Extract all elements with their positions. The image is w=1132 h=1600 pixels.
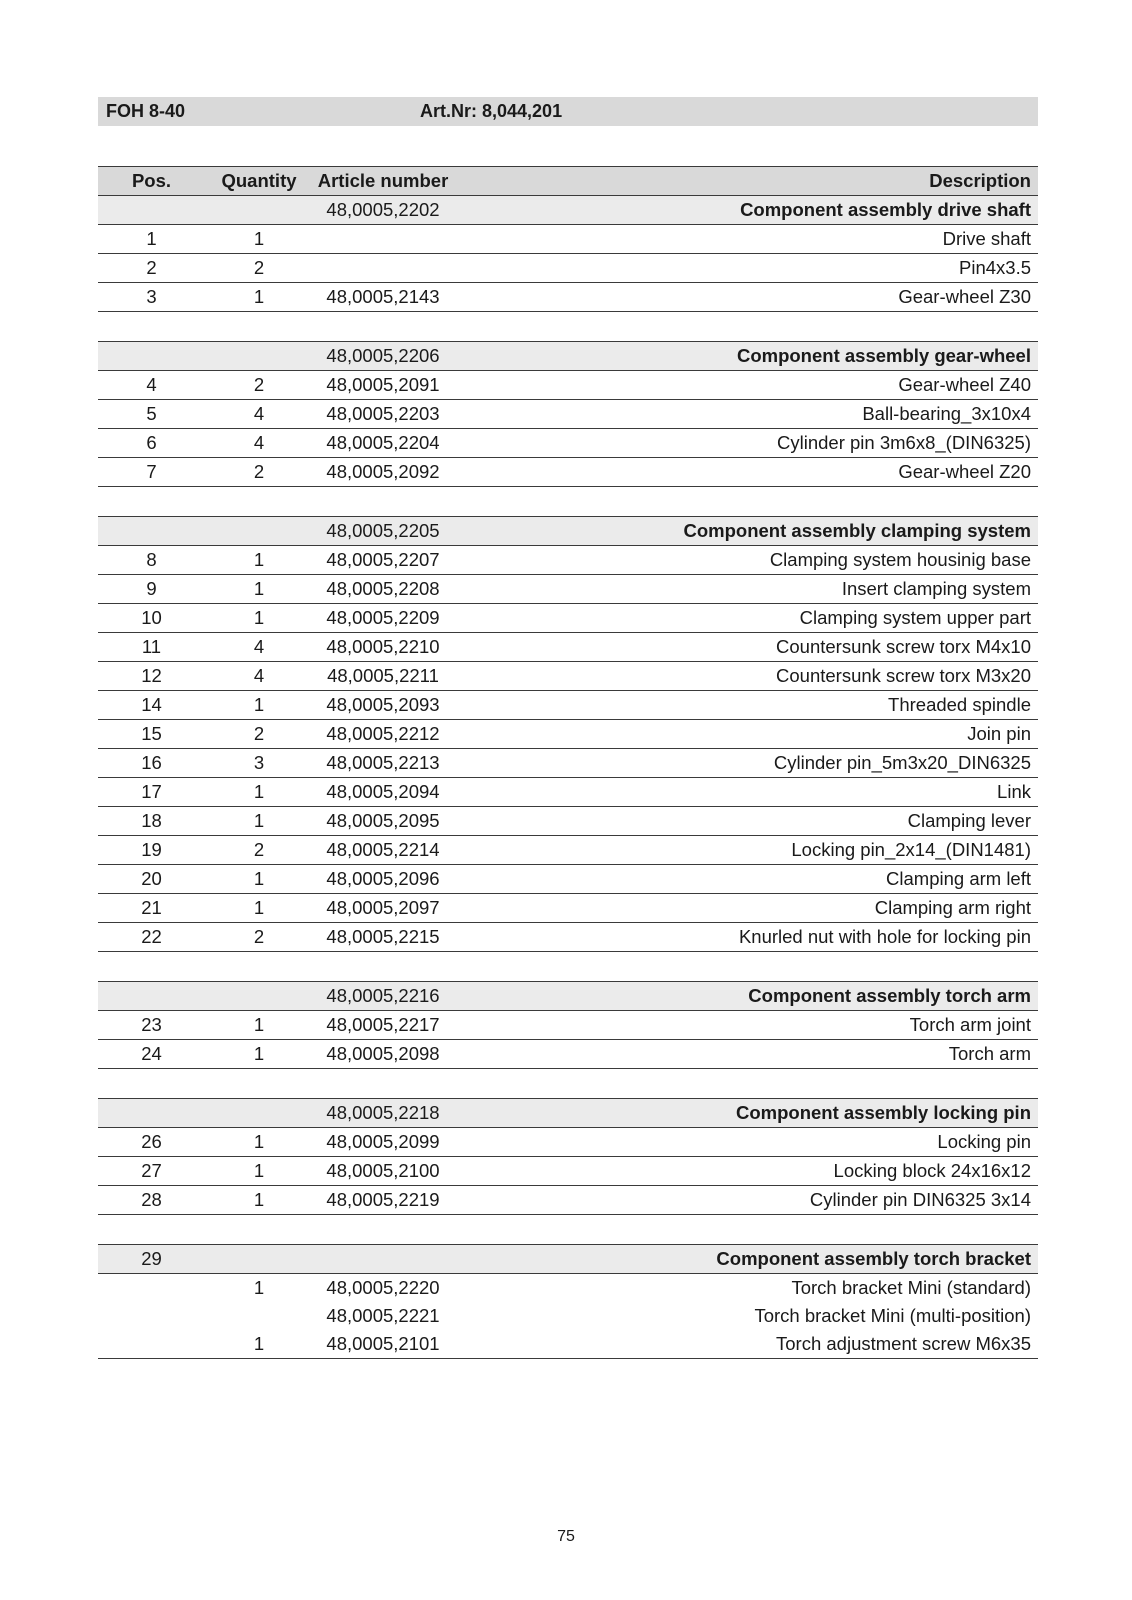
group-title: Component assembly torch arm (453, 982, 1038, 1011)
quantity-cell: 2 (205, 371, 313, 400)
quantity-cell: 1 (205, 225, 313, 254)
article-number-cell: 48,0005,2093 (313, 691, 453, 720)
article-number-cell: 48,0005,2204 (313, 429, 453, 458)
pos-cell: 28 (98, 1186, 205, 1215)
pos-cell: 6 (98, 429, 205, 458)
group-title: Component assembly gear-wheel (453, 342, 1038, 371)
table-row (98, 749, 1038, 778)
group-spacer (98, 1069, 1038, 1099)
quantity-cell: 1 (205, 1040, 313, 1069)
group-article-number: 48,0005,2216 (313, 982, 453, 1011)
assembly-group-row (98, 342, 1038, 371)
model-name: FOH 8-40 (106, 101, 186, 121)
quantity-cell: 1 (205, 1157, 313, 1186)
table-row (98, 633, 1038, 662)
table-row (98, 836, 1038, 865)
group-pos: 29 (98, 1245, 205, 1274)
description-cell: Torch bracket Mini (multi-position) (754, 1305, 1031, 1326)
article-number-cell: 48,0005,2092 (313, 458, 453, 487)
spacer-cell (98, 1215, 1038, 1245)
article-number-cell: 48,0005,2208 (313, 575, 453, 604)
description-cell: Ball-bearing_3x10x4 (453, 400, 1038, 429)
description-cell: Torch arm (453, 1040, 1038, 1069)
pos-cell (98, 1274, 205, 1303)
table-row (98, 865, 1038, 894)
table-header-row (98, 167, 1038, 196)
pos-cell: 21 (98, 894, 205, 923)
quantity-cell: 1 (205, 1330, 313, 1359)
table-row (98, 1011, 1038, 1040)
group-pos (98, 517, 205, 546)
group-spacer (98, 952, 1038, 982)
article-number-cell: 48,0005,2211 (313, 662, 453, 691)
description-cell: Countersunk screw torx M3x20 (453, 662, 1038, 691)
table-row (98, 283, 1038, 312)
table-row (98, 429, 1038, 458)
description-cell: Torch adjustment screw M6x35 (453, 1330, 1038, 1359)
group-pos (98, 196, 205, 225)
column-header-article-number: Article number (313, 167, 453, 196)
group-quantity-empty (205, 982, 313, 1011)
column-header-description: Description (453, 167, 1038, 196)
quantity-cell: 1 (205, 1128, 313, 1157)
group-quantity-empty (205, 342, 313, 371)
spacer-cell (98, 312, 1038, 342)
quantity-cell: 2 (205, 720, 313, 749)
quantity-cell: 1 (205, 894, 313, 923)
spacer-cell (98, 487, 1038, 517)
table-row (98, 254, 1038, 283)
group-title: Component assembly locking pin (453, 1099, 1038, 1128)
article-number-cell: 48,0005,2091 (313, 371, 453, 400)
quantity-cell: 2 (205, 923, 313, 952)
quantity-cell: 1 (205, 807, 313, 836)
article-number-cell: 48,0005,2095 (313, 807, 453, 836)
group-spacer (98, 1215, 1038, 1245)
group-pos (98, 1099, 205, 1128)
group-pos (98, 342, 205, 371)
group-article-number: 48,0005,2206 (313, 342, 453, 371)
quantity-cell: 1 (253, 1277, 265, 1298)
quantity-cell: 3 (205, 749, 313, 778)
description-cell: Clamping lever (453, 807, 1038, 836)
pos-cell: 16 (98, 749, 205, 778)
assembly-group-row (98, 517, 1038, 546)
article-number-cell (313, 225, 453, 254)
pos-cell: 1 (98, 225, 205, 254)
pos-cell (98, 1302, 205, 1330)
spacer-cell (98, 1069, 1038, 1099)
quantity-cell: 4 (205, 429, 313, 458)
group-spacer (98, 487, 1038, 517)
group-article-number: 48,0005,2205 (313, 517, 453, 546)
group-quantity-empty (205, 196, 313, 225)
quantity-cell: 1 (205, 604, 313, 633)
description-cell: Cylinder pin DIN6325 3x14 (453, 1186, 1038, 1215)
assembly-group-row (98, 982, 1038, 1011)
pos-cell: 18 (98, 807, 205, 836)
group-article-number: 48,0005,2218 (313, 1099, 453, 1128)
column-header-pos: Pos. (98, 167, 205, 196)
table-row (98, 662, 1038, 691)
quantity-cell: 1 (205, 283, 313, 312)
description-cell: Join pin (453, 720, 1038, 749)
table-row (98, 778, 1038, 807)
description-cell: Torch bracket Mini (standard) (791, 1277, 1031, 1298)
pos-cell: 20 (98, 865, 205, 894)
article-number-cell: 48,0005,2219 (313, 1186, 453, 1215)
article-number-cell: 48,0005,2220 (326, 1277, 440, 1298)
pos-cell: 5 (98, 400, 205, 429)
quantity-cell (205, 1302, 313, 1330)
description-cell: Clamping arm right (453, 894, 1038, 923)
quantity-cell: 1 (205, 1011, 313, 1040)
quantity-cell: 2 (205, 254, 313, 283)
article-number-cell: 48,0005,2097 (313, 894, 453, 923)
pos-cell: 2 (98, 254, 205, 283)
article-number-cell: 48,0005,2101 (313, 1330, 453, 1359)
pos-cell: 27 (98, 1157, 205, 1186)
table-row (98, 720, 1038, 749)
description-cell: Clamping arm left (453, 865, 1038, 894)
pos-cell: 19 (98, 836, 205, 865)
assembly-group-row (98, 1245, 1038, 1274)
group-quantity-empty (205, 1245, 313, 1274)
group-quantity-empty (205, 1099, 313, 1128)
quantity-cell: 4 (205, 400, 313, 429)
quantity-cell: 2 (205, 836, 313, 865)
description-cell: Knurled nut with hole for locking pin (453, 923, 1038, 952)
quantity-cell: 1 (205, 778, 313, 807)
table-row (98, 458, 1038, 487)
article-number-cell: 48,0005,2143 (313, 283, 453, 312)
pos-cell: 7 (98, 458, 205, 487)
group-spacer (98, 312, 1038, 342)
table-row (98, 371, 1038, 400)
description-cell: Insert clamping system (453, 575, 1038, 604)
description-cell: Gear-wheel Z40 (453, 371, 1038, 400)
pos-cell: 12 (98, 662, 205, 691)
quantity-cell: 1 (205, 691, 313, 720)
pos-cell: 3 (98, 283, 205, 312)
quantity-cell: 1 (205, 546, 313, 575)
article-number-cell: 48,0005,2094 (313, 778, 453, 807)
article-number-cell: 48,0005,2221 (326, 1305, 440, 1326)
assembly-group-row (98, 1099, 1038, 1128)
description-cell: Clamping system upper part (453, 604, 1038, 633)
pos-cell: 17 (98, 778, 205, 807)
parts-table (98, 166, 1038, 1359)
quantity-cell: 1 (205, 1186, 313, 1215)
group-title: Component assembly torch bracket (453, 1245, 1038, 1274)
assembly-group-row (98, 196, 1038, 225)
article-number-cell: 48,0005,2099 (313, 1128, 453, 1157)
pos-cell: 24 (98, 1040, 205, 1069)
parts-table-body (98, 196, 1038, 1359)
table-row (98, 807, 1038, 836)
group-article-number (313, 1245, 453, 1274)
pos-cell: 15 (98, 720, 205, 749)
spacer-cell (98, 952, 1038, 982)
table-row (98, 604, 1038, 633)
quantity-cell: 1 (205, 865, 313, 894)
description-cell: Gear-wheel Z30 (453, 283, 1038, 312)
group-pos (98, 982, 205, 1011)
article-number-cell: 48,0005,2213 (313, 749, 453, 778)
table-row (98, 691, 1038, 720)
article-number-cell: 48,0005,2217 (313, 1011, 453, 1040)
article-number-cell (313, 254, 453, 283)
description-cell: Link (453, 778, 1038, 807)
group-title: Component assembly clamping system (453, 517, 1038, 546)
pos-cell: 8 (98, 546, 205, 575)
quantity-cell: 4 (205, 662, 313, 691)
article-number-cell: 48,0005,2096 (313, 865, 453, 894)
table-row (98, 400, 1038, 429)
quantity-cell: 4 (205, 633, 313, 662)
table-row (98, 1157, 1038, 1186)
table-row (98, 546, 1038, 575)
description-cell: Torch arm joint (453, 1011, 1038, 1040)
table-row (98, 894, 1038, 923)
table-row (98, 1186, 1038, 1215)
description-cell: Threaded spindle (453, 691, 1038, 720)
quantity-cell: 2 (205, 458, 313, 487)
description-cell: Drive shaft (453, 225, 1038, 254)
table-row (98, 575, 1038, 604)
pos-cell: 23 (98, 1011, 205, 1040)
description-cell: Pin4x3.5 (453, 254, 1038, 283)
description-cell: Locking pin_2x14_(DIN1481) (453, 836, 1038, 865)
table-row (98, 1274, 1038, 1303)
pos-cell: 11 (98, 633, 205, 662)
article-number-cell: 48,0005,2214 (313, 836, 453, 865)
article-number-cell: 48,0005,2203 (313, 400, 453, 429)
article-number-cell: 48,0005,2100 (313, 1157, 453, 1186)
table-row (98, 1302, 1038, 1330)
description-cell: Clamping system housinig base (453, 546, 1038, 575)
description-cell: Gear-wheel Z20 (453, 458, 1038, 487)
table-row (98, 923, 1038, 952)
description-cell: Cylinder pin_5m3x20_DIN6325 (453, 749, 1038, 778)
description-cell: Locking pin (453, 1128, 1038, 1157)
description-cell: Cylinder pin 3m6x8_(DIN6325) (453, 429, 1038, 458)
pos-cell (98, 1330, 205, 1359)
article-number-cell: 48,0005,2210 (313, 633, 453, 662)
table-row (98, 1040, 1038, 1069)
pos-cell: 26 (98, 1128, 205, 1157)
article-number-cell: 48,0005,2212 (313, 720, 453, 749)
table-row (98, 225, 1038, 254)
description-cell: Locking block 24x16x12 (453, 1157, 1038, 1186)
page-header (98, 97, 1038, 126)
group-title: Component assembly drive shaft (453, 196, 1038, 225)
page-number: 75 (557, 1528, 575, 1545)
article-number-header: Art.Nr: 8,044,201 (420, 101, 563, 121)
pos-cell: 9 (98, 575, 205, 604)
article-number-cell: 48,0005,2098 (313, 1040, 453, 1069)
table-row (98, 1330, 1038, 1359)
column-header-quantity: Quantity (205, 167, 313, 196)
pos-cell: 4 (98, 371, 205, 400)
article-number-cell: 48,0005,2215 (313, 923, 453, 952)
table-row (98, 1128, 1038, 1157)
group-article-number: 48,0005,2202 (313, 196, 453, 225)
article-number-cell: 48,0005,2207 (313, 546, 453, 575)
pos-cell: 22 (98, 923, 205, 952)
pos-cell: 10 (98, 604, 205, 633)
pos-cell: 14 (98, 691, 205, 720)
description-cell: Countersunk screw torx M4x10 (453, 633, 1038, 662)
group-quantity-empty (205, 517, 313, 546)
quantity-cell: 1 (205, 575, 313, 604)
article-number-cell: 48,0005,2209 (313, 604, 453, 633)
